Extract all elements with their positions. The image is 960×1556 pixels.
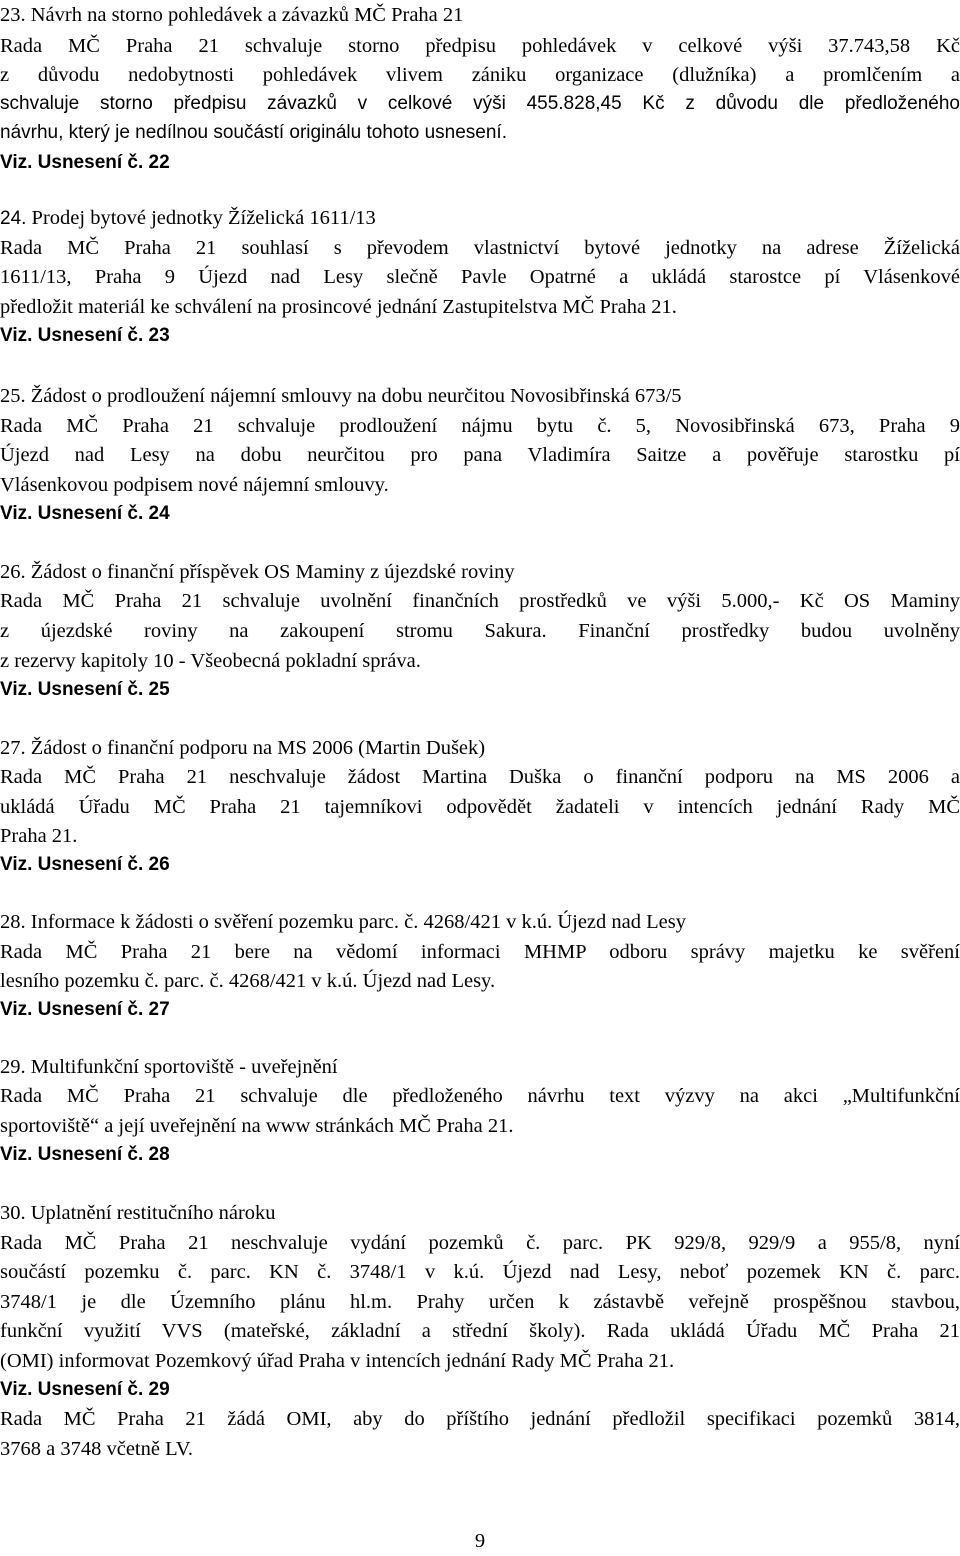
item-23-text-line: z důvodu nedobytnosti pohledávek vlivem zániku organizace (dlužníka) a promlčením a	[0, 64, 960, 86]
item-30-text-line: (OMI) informovat Pozemkový úřad Praha v intencích jednání Rady MČ Praha 21.	[0, 1350, 675, 1372]
item-26-text-line: Rada MČ Praha 21 schvaluje uvolnění finančních prostředků ve výši 5.000,- Kč OS Maminy	[0, 590, 960, 612]
item-30-heading: 30. Uplatnění restitučního nároku	[0, 1202, 276, 1224]
item-30-text-line: funkční využití VVS (mateřské, základní a střední školy). Rada ukládá Úřadu MČ Praha 21	[0, 1320, 960, 1342]
item-26-text-line: z rezervy kapitoly 10 - Všeobecná pokladní správa.	[0, 650, 421, 672]
item-28-text-line: Rada MČ Praha 21 bere na vědomí informaci MHMP odboru správy majetku ke svěření	[0, 941, 960, 963]
item-23-text-line: návrhu, který je nedílnou součástí originálu tohoto usnesení.	[0, 122, 507, 143]
item-24-text-line: Rada MČ Praha 21 souhlasí s převodem vlastnictví bytové jednotky na adrese Žíželická	[0, 237, 960, 259]
item-27-text-line: Rada MČ Praha 21 neschvaluje žádost Martina Duška o finanční podporu na MS 2006 a	[0, 766, 960, 788]
item-29-resolution: Viz. Usnesení č. 28	[0, 1144, 170, 1165]
item-24-heading-text: Prodej bytové jednotky Žíželická 1611/13	[31, 207, 376, 229]
item-30-resolution: Viz. Usnesení č. 29	[0, 1379, 170, 1400]
item-23-resolution: Viz. Usnesení č. 22	[0, 152, 170, 173]
item-26-heading: 26. Žádost o finanční příspěvek OS Maminy z újezdské roviny	[0, 561, 515, 583]
item-29-text-line: Rada MČ Praha 21 schvaluje dle předloženého návrhu text výzvy na akci „Multifunkční	[0, 1085, 960, 1107]
item-28-text-line: lesního pozemku č. parc. č. 4268/421 v k.ú. Újezd nad Lesy.	[0, 970, 496, 992]
item-29-heading: 29. Multifunkční sportoviště - uveřejnění	[0, 1056, 338, 1078]
item-30-text-line: součástí pozemku č. parc. KN č. 3748/1 v k.ú. Újezd nad Lesy, neboť pozemek KN č. parc.	[0, 1261, 960, 1283]
item-24-text-line: předložit materiál ke schválení na prosincové jednání Zastupitelstva MČ Praha 21.	[0, 296, 677, 318]
item-23-text-line: Rada MČ Praha 21 schvaluje storno předpisu pohledávek v celkové výši 37.743,58 Kč	[0, 35, 960, 57]
item-27-text-line: ukládá Úřadu MČ Praha 21 tajemníkovi odpovědět žadateli v intencích jednání Rady MČ	[0, 796, 960, 818]
item-25-text-line: Vlásenkovou podpisem nové nájemní smlouvy.	[0, 474, 389, 496]
item-27-resolution: Viz. Usnesení č. 26	[0, 854, 170, 875]
item-25-heading: 25. Žádost o prodloužení nájemní smlouvy na dobu neurčitou Novosibřinská 673/5	[0, 385, 682, 407]
item-26-resolution: Viz. Usnesení č. 25	[0, 679, 170, 700]
item-24-text-line: 1611/13, Praha 9 Újezd nad Lesy slečně Pavle Opatrné a ukládá starostce pí Vlásenkové	[0, 266, 960, 288]
item-30-followup-line: 3768 a 3748 včetně LV.	[0, 1438, 194, 1460]
item-28-resolution: Viz. Usnesení č. 27	[0, 999, 170, 1020]
page-number: 9	[474, 1530, 486, 1552]
item-28-heading: 28. Informace k žádosti o svěření pozemku parc. č. 4268/421 v k.ú. Újezd nad Lesy	[0, 911, 686, 933]
item-25-text-line: Rada MČ Praha 21 schvaluje prodloužení nájmu bytu č. 5, Novosibřinská 673, Praha 9	[0, 415, 960, 437]
item-30-text-line: 3748/1 je dle Územního plánu hl.m. Prahy určen k zástavbě veřejně prospěšnou stavbou,	[0, 1291, 960, 1313]
item-30-text-line: Rada MČ Praha 21 neschvaluje vydání pozemků č. parc. PK 929/8, 929/9 a 955/8, nyní	[0, 1232, 960, 1254]
item-25-resolution: Viz. Usnesení č. 24	[0, 503, 170, 524]
item-27-text-line: Praha 21.	[0, 825, 78, 847]
item-25-text-line: Újezd nad Lesy na dobu neurčitou pro pana Vladimíra Saitze a pověřuje starostku pí	[0, 444, 960, 466]
item-23-text-line: schvaluje storno předpisu závazků v celkové výši 455.828,45 Kč z důvodu dle předloženého	[0, 93, 960, 114]
item-26-text-line: z újezdské roviny na zakoupení stromu Sakura. Finanční prostředky budou uvolněny	[0, 620, 960, 642]
item-30-followup-line: Rada MČ Praha 21 žádá OMI, aby do příštího jednání předložil specifikaci pozemků 3814,	[0, 1408, 960, 1430]
item-24-resolution: Viz. Usnesení č. 23	[0, 325, 170, 346]
item-29-text-line: sportoviště“ a její uveřejnění na www stránkách MČ Praha 21.	[0, 1115, 514, 1137]
item-23-heading: 23. Návrh na storno pohledávek a závazků MČ Praha 21	[0, 4, 464, 26]
item-24-heading: 24. Prodej bytové jednotky Žíželická 1611/13	[0, 207, 376, 229]
item-27-heading: 27. Žádost o finanční podporu na MS 2006 (Martin Dušek)	[0, 737, 486, 759]
